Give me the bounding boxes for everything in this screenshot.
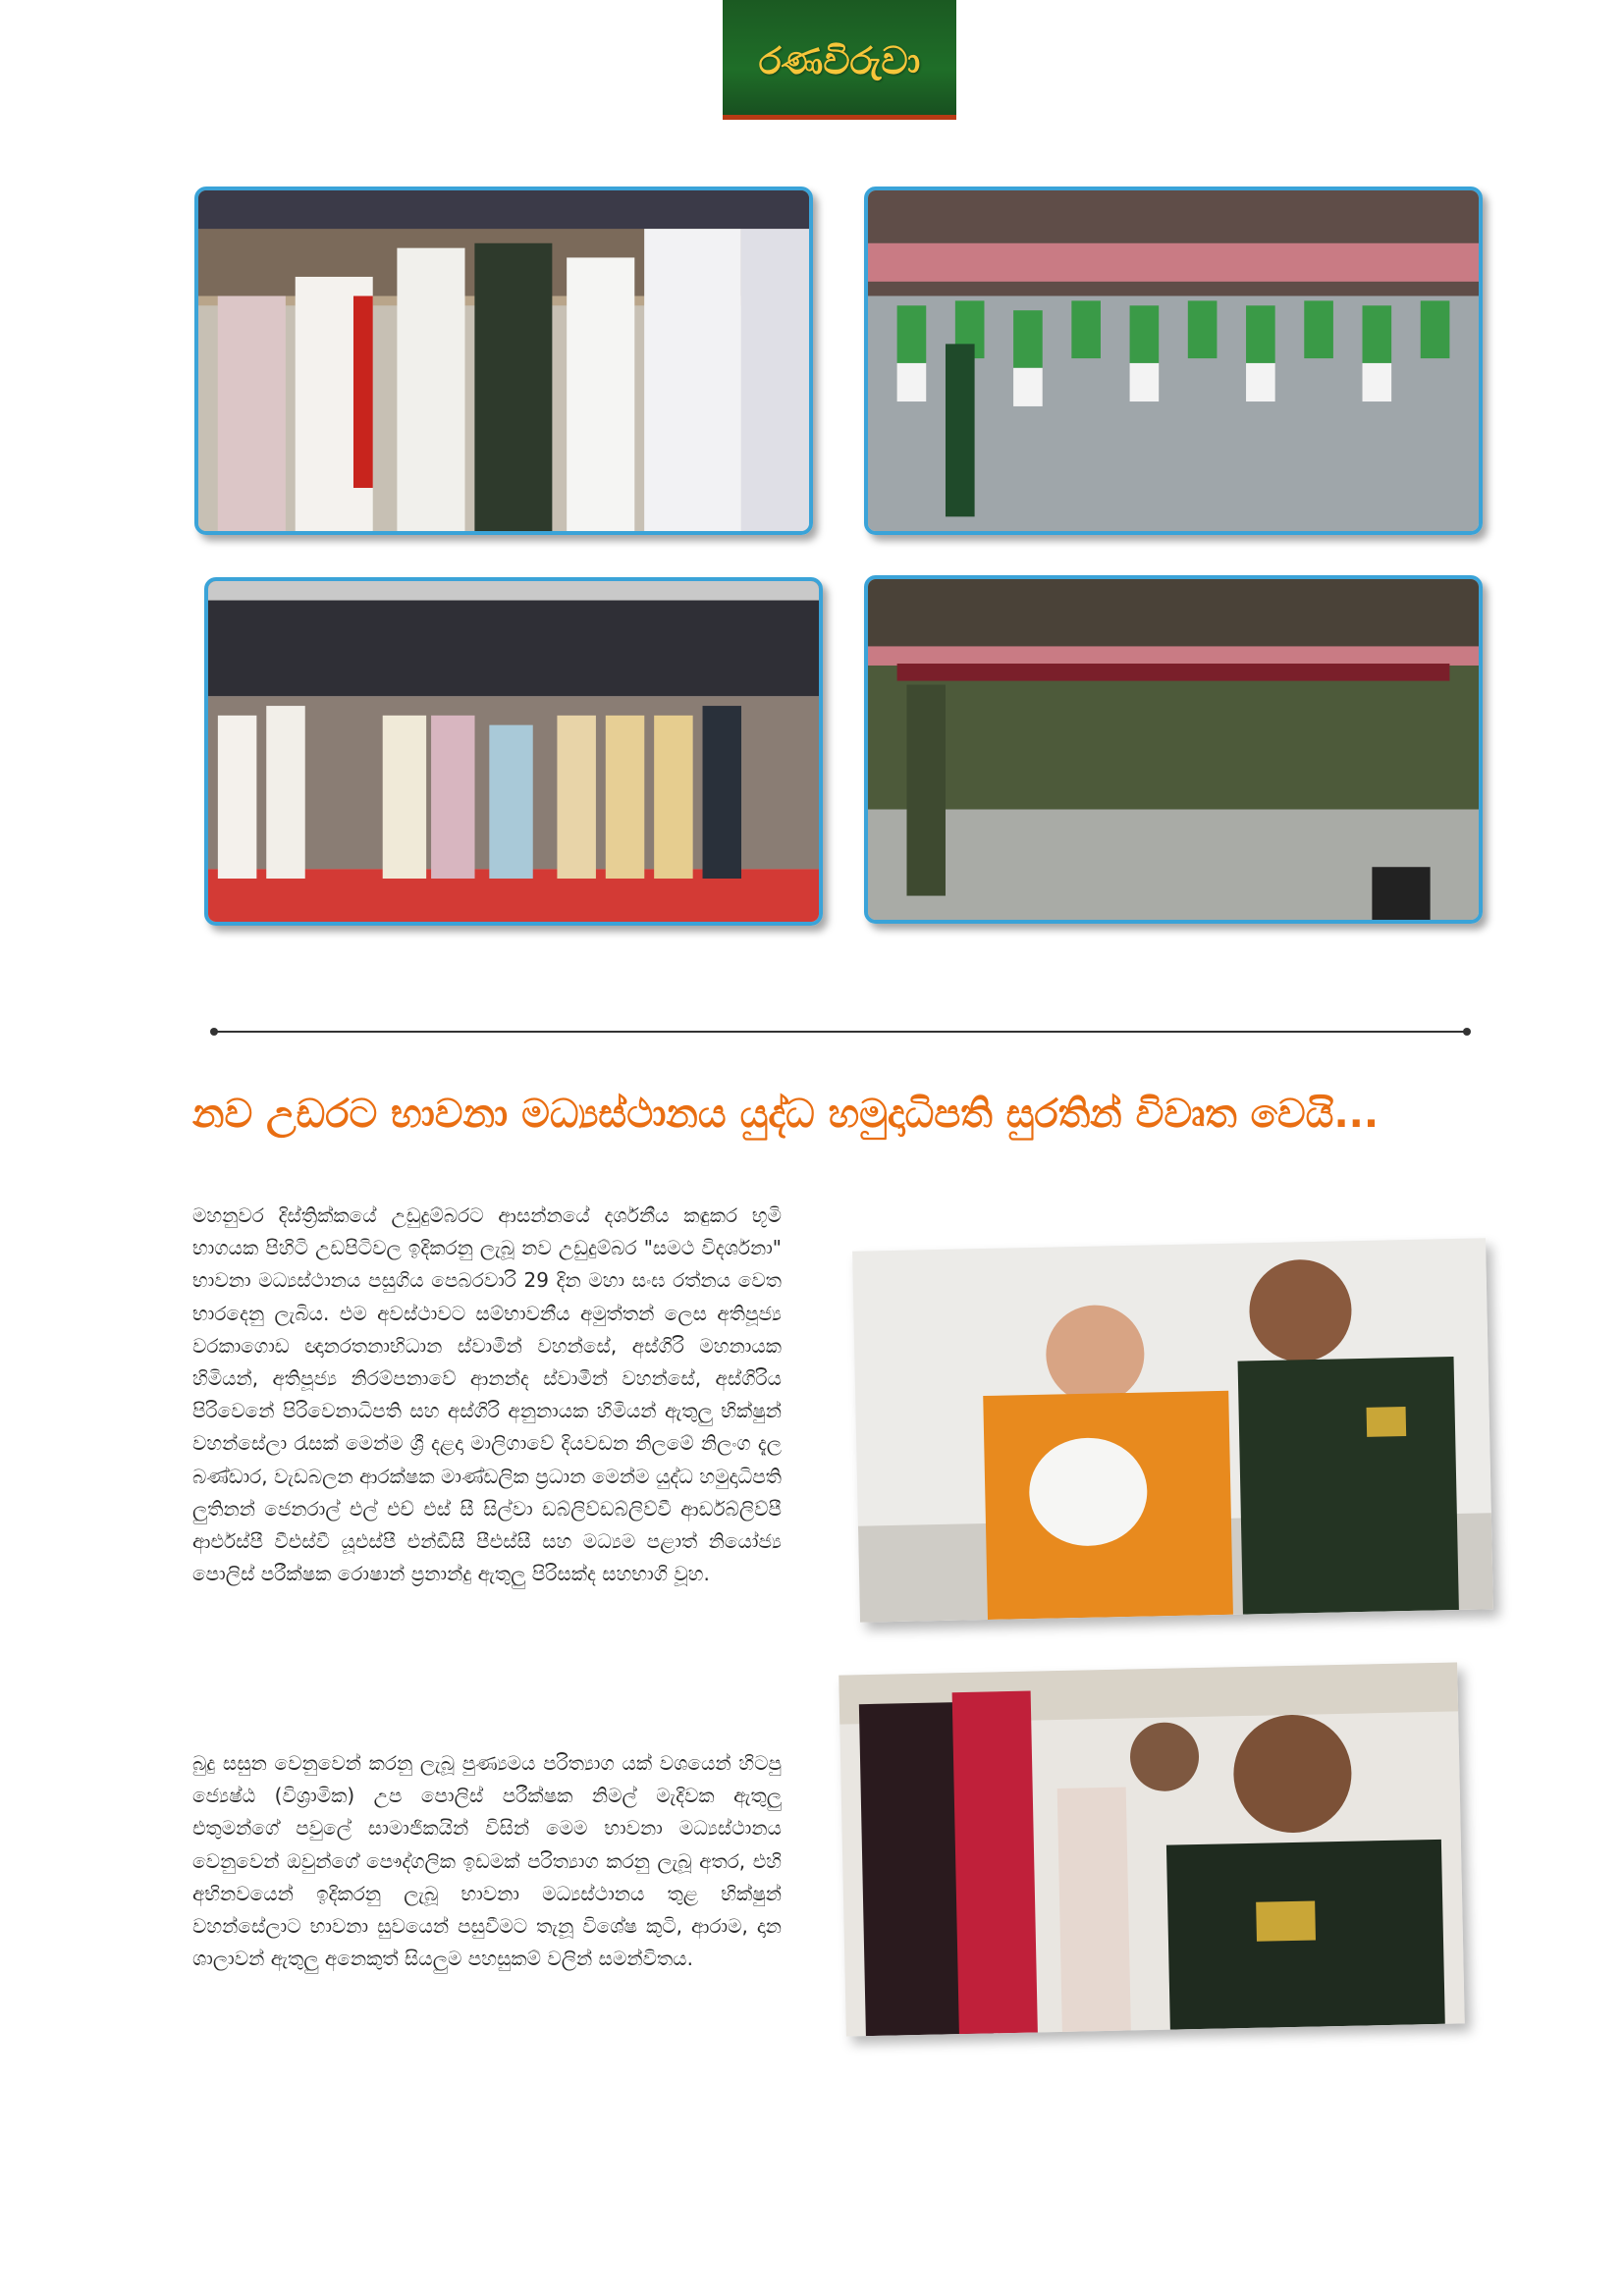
band-parade-photo [864, 187, 1483, 535]
article-paragraph-1: මහනුවර දිස්ත්‍රික්කයේ උඩුදුම්බරට ආසන්නයේ දර්ශනීය කඳුකර භූමි භාගයක පිහිටි උඩපිටිවල ඉදිකරනු ලැබූ නව උඩුදුම්බර "සමථ විදර්ශනා" භාවනා මධ්‍යස්ථානය පසුගිය පෙබරවාරි 29 දින මහා සංඝ රත්නය වෙත භාරදෙනු ලැබිය. එම අවස්ථාවට සම්භාවනීය අමුත්තන් ලෙස අතිපූජ්‍ය වරකාගොඩ ඥානරතනාභිධාන ස්වාමීන් වහන්සේ, අස්ගිරි මහනායක හිමියන්, අතිපූජ්‍ය නිරම්පනාවේ ආනන්ද ස්වාමීන් වහන්සේ, අස්ගිරිය පිරිවෙනේ පිරිවෙනාධිපති සහ අස්ගිරි අනුනායක හිමියන් ඇතුලු භික්ෂුන් වහන්සේලා රැසක් මෙන්ම ශ්‍රී දළදා මාලිගාවේ දියවඩන නිලමේ නිලංග දැල බණ්ඩාර, වැඩබලන ආරක්ෂක මාණ්ඩලික ප්‍රධාන මෙන්ම යුද්ධ හමුදාධිපති ලුතිනන් ජෙනරාල් එල් එච් එස් සී සිල්වා ඩබ්ලිව්ඩබ්ලිව්වී ආර්ඩබ්ලිව්පී ආර්එස්පී වීඑස්වී යූඑස්පී එන්ඩීසී පීඑස්සී සහ මධ්‍යම පළාත් නියෝජ්‍ය පොලිස් පරීක්ෂක රොෂාන් ප්‍රනාන්දු ඇතුලු පිරිසක්ද සහභාගි වූහ. [192, 1203, 782, 1586]
section-divider [214, 1031, 1467, 1033]
troops-march-photo [864, 575, 1483, 924]
officials-ceremony-photo [194, 187, 813, 535]
masthead-title: රණවිරුවා [758, 39, 921, 82]
plaque-unveiling-photo [839, 1662, 1465, 2036]
guests-pavilion-photo [204, 577, 823, 926]
article-headline: නව උඩරට භාවනා මධ්‍යස්ථානය යුද්ධ හමුදාධිපති සුරතින් විවෘත වෙයි... [192, 1092, 1380, 1137]
article-paragraph-2: බුදු සසුන වෙනුවෙන් කරනු ලැබූ පුණ්‍යමය පරිත්‍යාග යක් වශයෙන් හිටපු ජ්‍යෙෂ්ඨ (විශ්‍රාමික) උප පොලිස් පරීක්ෂක නිමල් මැදිවක ඇතුලු එතුමන්ගේ පවුලේ සාමාජිකයින් විසින් මෙම භාවනා මධ්‍යස්ථානය වෙනුවෙන් ඔවුන්ගේ පෞද්ගලික ඉඩමක් පරිත්‍යාග කරනු ලැබූ අතර, එහි අභිනවයෙන් ඉදිකරනු ලැබූ භාවනා මධ්‍යස්ථානය තුළ භික්ෂුන් වහන්සේලාට භාවනා සුවයෙන් පසුවීමට තැනූ විශේෂ කුටි, ආරාම, දාන ශාලාවන් ඇතුලු අනෙකුත් සියලුම පහසුකම් වලින් සමන්විතය. [192, 1751, 782, 1971]
monk-and-general-photo [852, 1238, 1493, 1622]
magazine-masthead [723, 0, 956, 120]
